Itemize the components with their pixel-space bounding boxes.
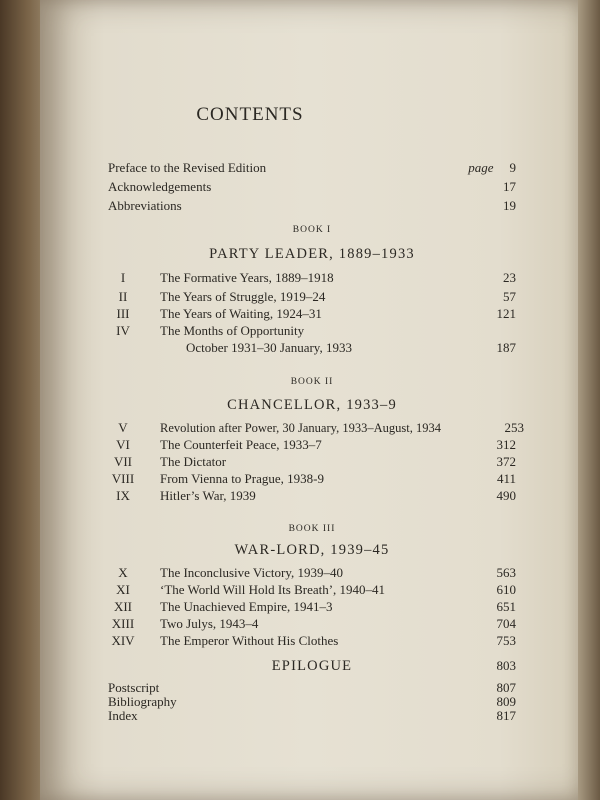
- entry-title: Index: [108, 708, 138, 723]
- chapter-title: The Unachieved Empire, 1941–3: [160, 599, 333, 614]
- chapter-number: I: [120, 270, 126, 285]
- chapter-page: 563: [496, 565, 516, 580]
- entry-page: 809: [496, 694, 516, 709]
- chapter-subtitle: October 1931–30 January, 1933: [186, 340, 352, 355]
- entry-page: page 9: [468, 160, 516, 175]
- chapter-page: 187: [496, 340, 516, 355]
- chapter-number: XIII: [111, 616, 135, 631]
- chapter-number: V: [118, 420, 128, 435]
- entry-page: 807: [496, 680, 516, 695]
- chapter-title: The Dictator: [160, 454, 227, 469]
- chapter-page: 312: [496, 437, 516, 452]
- chapter-title: Hitler’s War, 1939: [160, 488, 256, 503]
- entry-page: 17: [503, 179, 516, 194]
- chapter-title: The Months of Opportunity: [160, 323, 305, 338]
- chapter-number: VI: [116, 437, 130, 452]
- entry-title: Bibliography: [108, 694, 177, 709]
- chapter-page: 121: [496, 306, 516, 321]
- chapter-title: The Emperor Without His Clothes: [160, 633, 339, 648]
- chapter-title: ‘The World Will Hold Its Breath’, 1940–41: [160, 582, 386, 597]
- chapter-number: XI: [116, 582, 130, 597]
- chapter-number: VIII: [111, 471, 135, 486]
- chapter-number: IV: [116, 323, 130, 338]
- chapter-page: 372: [496, 454, 516, 469]
- chapter-number: IX: [116, 488, 130, 503]
- chapter-page: 490: [496, 488, 516, 503]
- chapter-page: 753: [496, 633, 516, 648]
- chapter-title: The Formative Years, 1889–1918: [160, 270, 334, 285]
- chapter-title: From Vienna to Prague, 1938-9: [160, 471, 324, 486]
- page-right-edge: [578, 0, 600, 800]
- chapter-title: The Years of Struggle, 1919–24: [160, 289, 326, 304]
- chapter-page: 651: [496, 599, 516, 614]
- entry-title: Preface to the Revised Edition: [108, 160, 267, 175]
- chapter-title: The Inconclusive Victory, 1939–40: [160, 565, 343, 580]
- chapter-title: The Counterfeit Peace, 1933–7: [160, 437, 322, 452]
- chapter-title: Revolution after Power, 30 January, 1933–August, 1934: [160, 421, 441, 435]
- chapter-page: 704: [496, 616, 516, 631]
- chapter-page: 57: [503, 289, 516, 304]
- book-label: BOOK II: [290, 377, 334, 387]
- entry-title: Abbreviations: [108, 198, 182, 213]
- chapter-number: III: [116, 306, 130, 321]
- entry-title: Postscript: [108, 680, 160, 695]
- chapter-number: XIV: [111, 633, 135, 648]
- chapter-page: 253: [504, 420, 524, 435]
- entry-page: 19: [503, 198, 516, 213]
- epilogue-page: 803: [496, 658, 516, 673]
- chapter-number: XII: [113, 599, 133, 614]
- book-heading: PARTY LEADER, 1889–1933: [209, 246, 415, 262]
- epilogue-heading: EPILOGUE: [271, 658, 353, 674]
- book-label: BOOK I: [292, 225, 332, 235]
- book-heading: WAR-LORD, 1939–45: [234, 542, 390, 558]
- contents-title: CONTENTS: [196, 104, 304, 125]
- chapter-page: 23: [503, 270, 516, 285]
- chapter-number: VII: [113, 454, 133, 469]
- chapter-page: 610: [496, 582, 516, 597]
- entry-page: 817: [496, 708, 516, 723]
- book-heading: CHANCELLOR, 1933–9: [227, 397, 397, 413]
- chapter-page: 411: [496, 471, 516, 486]
- chapter-number: II: [118, 289, 128, 304]
- chapter-number: X: [118, 565, 128, 580]
- entry-title: Acknowledgements: [108, 179, 212, 194]
- chapter-title: The Years of Waiting, 1924–31: [160, 306, 322, 321]
- chapter-title: Two Julys, 1943–4: [160, 616, 259, 631]
- book-label: BOOK III: [288, 524, 336, 534]
